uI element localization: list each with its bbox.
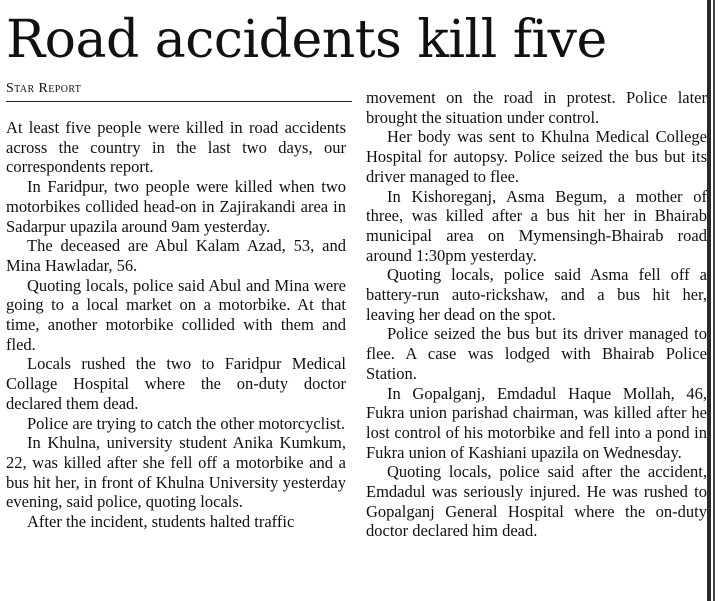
paragraph: Quoting locals, police said after the accident, Emdadul was seriously injured. He was rushed to Gopalganj General Hospital where the on-duty doctor declared him dead.	[366, 462, 707, 541]
paragraph: At least five people were killed in road accidents across the country in the last two days, our correspondents report.	[6, 118, 346, 177]
paragraph: The deceased are Abul Kalam Azad, 53, and Mina Hawladar, 56.	[6, 236, 346, 275]
byline-divider	[6, 101, 352, 102]
paragraph: In Faridpur, two people were killed when two motorbikes collided head-on in Zajirakandi area in Sadarpur upazila around 9am yesterday.	[6, 177, 346, 236]
byline: Star Report	[6, 81, 82, 96]
article-column-right	[366, 88, 707, 541]
paragraph: Police seized the bus but its driver managed to flee. A case was lodged with Bhairab Police Station.	[366, 324, 707, 383]
paragraph: Quoting locals, police said Asma fell off a battery-run auto-rickshaw, and a bus hit her, leaving her dead on the spot.	[366, 265, 707, 324]
article-column-left	[6, 118, 346, 532]
headline: Road accidents kill five	[6, 10, 607, 70]
paragraph: In Kishoreganj, Asma Begum, a mother of three, was killed after a bus hit her in Bhairab municipal area on Mymensingh-Bhairab road around 1:30pm yesterday.	[366, 186, 707, 265]
paragraph: In Khulna, university student Anika Kumkum, 22, was killed after she fell off a motorbike and a bus hit her, in front of Khulna University yesterday evening, said police, quoting locals.	[6, 433, 346, 512]
paragraph: Her body was sent to Khulna Medical College Hospital for autopsy. Police seized the bus but its driver managed to flee.	[366, 127, 707, 186]
paragraph: After the incident, students halted traffic	[27, 512, 295, 532]
paragraph-continued: movement on the road in protest. Police later brought the situation under control.	[366, 88, 707, 127]
paragraph: Locals rushed the two to Faridpur Medical Collage Hospital where the on-duty doctor declared them dead.	[6, 354, 346, 413]
paragraph: Police are trying to catch the other motorcyclist.	[27, 413, 345, 433]
paragraph: In Gopalganj, Emdadul Haque Mollah, 46, Fukra union parishad chairman, was killed after he lost control of his motorbike and fell into a pond in Fukra union of Kashiani upazila on Wednesday.	[366, 383, 707, 462]
scan-edge	[707, 0, 711, 601]
paragraph: Quoting locals, police said Abul and Mina were going to a local market on a motorbike. At that time, another motorbike collided with them and fled.	[6, 275, 346, 354]
scan-edge	[713, 0, 715, 601]
